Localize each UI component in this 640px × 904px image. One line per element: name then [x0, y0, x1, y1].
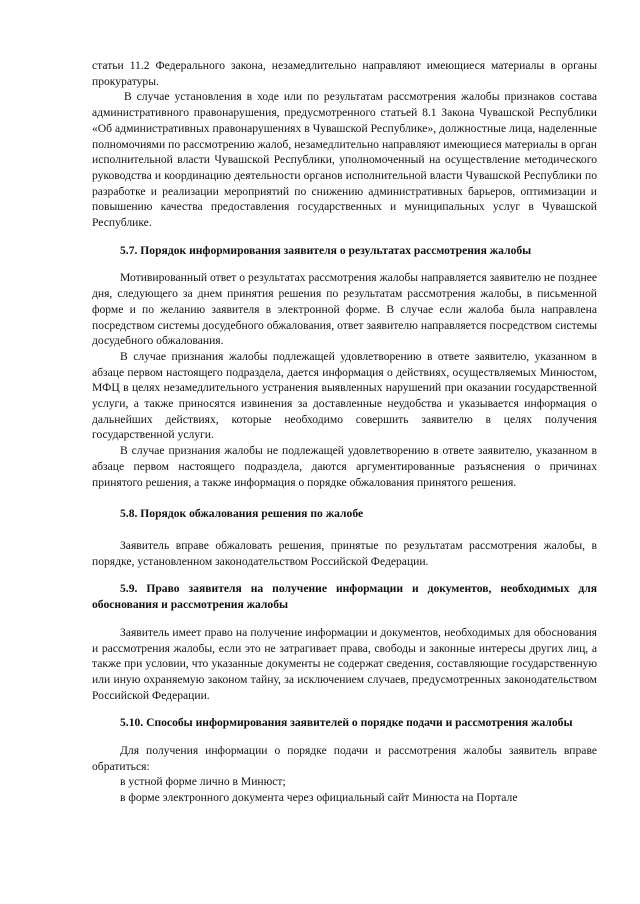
paragraph-info-right: Заявитель имеет право на получение информации и документов, необходимых для обоснования и рассмотрения жалобы, если это не затрагивает права, свободы и законные интересы других лиц, а также при условии, что указанные документы не содержат сведения, составляющие государственную или иную охраняемую законом тайну, за исключением случаев, предусмотренных законодательством Российской Федерации.: [92, 625, 597, 702]
list-item-electronic: в форме электронного документа через официальный сайт Минюста на Портале: [120, 791, 518, 805]
section-heading-5-8: 5.8. Порядок обжалования решения по жалобе: [120, 507, 364, 521]
paragraph-continuation: статьи 11.2 Федерального закона, незамедлительно направляют имеющиеся материалы в органы прокуратуры.: [92, 59, 597, 88]
paragraph-info-ways: Для получения информации о порядке подачи и рассмотрения жалобы заявитель вправе обратиться:: [92, 744, 597, 773]
section-heading-5-9: 5.9. Право заявителя на получение информации и документов, необходимых для обоснования и рассмотрения жалобы: [92, 582, 597, 612]
paragraph-admin-offense: В случае установления в ходе или по результатам рассмотрения жалобы признаков состава административного правонарушения, предусмотренного статьей 8.1 Закона Чувашской Республики «Об административных правонарушениях в Чувашской Республике», должностные лица, наделенные полномочиями по рассмотрению жалоб, незамедлительно направляют имеющиеся материалы в орган исполнительной власти Чувашской Республики, уполномоченный на осуществление методического руководства и координацию деятельности органов исполнительной власти Чувашской Республики по разработке и реализации мероприятий по снижению административных барьеров, оптимизации и повышению качества предоставления государственных и муниципальных услуг в Чувашской Республике.: [92, 90, 597, 230]
list-item-oral: в устной форме лично в Минюст;: [120, 775, 286, 789]
paragraph-complaint-rejected: В случае признания жалобы не подлежащей удовлетворению в ответе заявителю, указанном в абзаце первом настоящего подраздела, даются аргументированные разъяснения о причинах принятого решения, а также информация о порядке обжалования принятого решения.: [92, 444, 597, 489]
section-heading-5-7: 5.7. Порядок информирования заявителя о результатах рассмотрения жалобы: [120, 243, 532, 257]
paragraph-appeal-right: Заявитель вправе обжаловать решения, принятые по результатам рассмотрения жалобы, в порядке, установленном законодательством Российской Федерации.: [92, 538, 597, 568]
paragraph-complaint-satisfied: В случае признания жалобы подлежащей удовлетворению в ответе заявителю, указанном в абзаце первом настоящего подраздела, дается информация о действиях, осуществляемых Минюстом, МФЦ в целях незамедлительного устранения выявленных нарушений при оказании государственной услуги, а также приносятся извинения за доставленные неудобства и указывается информация о дальнейших действиях, которые необходимо совершить заявителю в целях получения государственной услуги.: [92, 349, 597, 442]
section-heading-5-10: 5.10. Способы информирования заявителей о порядке подачи и рассмотрения жалобы: [120, 716, 573, 730]
paragraph-motivated-answer: Мотивированный ответ о результатах рассмотрения жалобы направляется заявителю не позднее дня, следующего за днем принятия решения по результатам рассмотрения жалобы, в письменной форме и по желанию заявителя в электронной форме. В случае если жалоба была направлена посредством системы досудебного обжалования, ответ заявителю направляется посредством системы досудебного обжалования.: [92, 271, 597, 348]
